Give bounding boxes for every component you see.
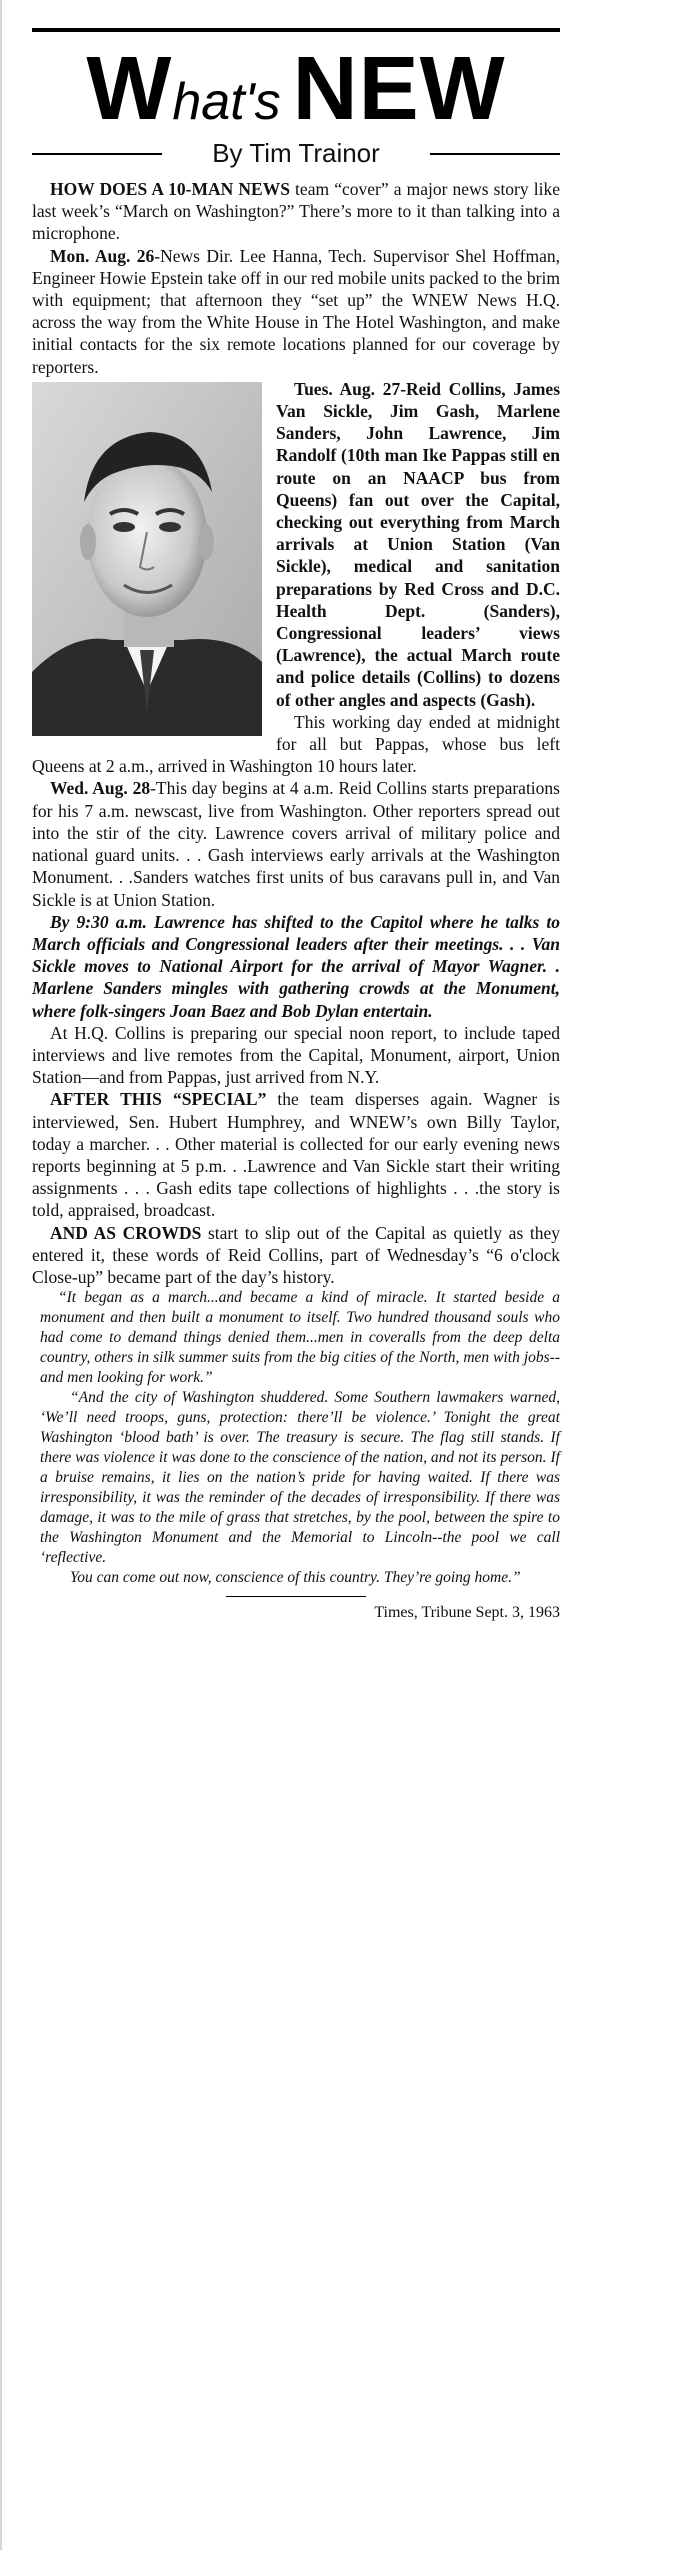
intro-paragraph — [32, 178, 560, 245]
quote-paragraph-1: “It began as a march...and became a kind of miracle. It started beside a monument and then built a monument to itself. Two hundred thousand souls who had come to demand things denied them...men in coveralls from the deep delta country, others in silk summer suits from the big cities of the North, men with jobs--and men looking for work.” — [40, 1289, 560, 1387]
masthead — [32, 36, 560, 139]
crowds-lead: AND AS CROWDS — [50, 1222, 202, 1243]
special-paragraph — [32, 1088, 560, 1221]
byline-rule-left — [32, 153, 162, 155]
tuesday-paragraph: Tues. Aug. 27-Reid Collins, James Van Sickle, Jim Gash, Marlene Sanders, John Lawrence, Jim Randolf (10th man Ike Pappas still en route on an NAACP bus from Queens) fan out over the Capital, checking out everything from March arrivals at Union Station (Van Sickle), medical and sanitation preparations by Red Cross and D.C. Health Dept. (Sanders), Congressional leaders’ views (Lawrence), the actual March route and police details (Collins) to dozens of other angles and aspects (Gash). — [276, 378, 560, 710]
wednesday-lead: Wed. Aug. 28 — [50, 778, 151, 799]
workday-paragraph: This working day ended at midnight for all but Pappas, whose bus left Queens at 2 a.m., arrived in Washington 10 hours later. — [32, 711, 560, 777]
portrait-image — [32, 382, 262, 736]
byline-rule-right — [430, 153, 560, 155]
top-rule — [32, 28, 560, 32]
hq-paragraph: At H.Q. Collins is preparing our special noon report, to include taped interviews and live remotes from the Capital, Monument, airport, Union Station—and from Pappas, just arrived from N.Y. — [32, 1022, 560, 1088]
crowds-paragraph — [32, 1222, 560, 1289]
monday-lead: Mon. Aug. 26 — [50, 245, 155, 266]
intro-lead: HOW DOES A 10-MAN NEWS — [50, 179, 290, 199]
quote-paragraph-2: “And the city of Washington shuddered. Some Southern lawmakers warned, ‘We’ll need troops, guns, protection: there’ll be violence.’ Tonight the great Washington ‘blood bath’ is over. The treasury is secure. The flag still stands. If there was violence it was done to the conscience of the nation, and not its person. If a bruise remains, it lies on the nation’s pride for having waited. If there was irresponsibility, it was the reminder of the decades of irresponsibility. If there was damage, it was to the mile of grass that stretches, by the pool, between the spire to the Washington Monument and the Memorial to Lincoln--the pool we call ‘reflective. — [40, 1389, 560, 1567]
nine-thirty-paragraph: By 9:30 a.m. Lawrence has shifted to the Capitol where he talks to March officials and Congressional leaders after their meetings. . . Van Sickle moves to National Airport for the arrival of Mayor Wagner. . Marlene Sanders mingles with gathering crowds at the Monument, where folk-singers Joan Baez and Bob Dylan entertain. — [32, 911, 560, 1021]
byline-row — [32, 136, 560, 170]
scan-edge — [0, 0, 2, 2550]
end-rule — [226, 1596, 366, 1597]
monday-paragraph — [32, 245, 560, 378]
article-body — [32, 178, 560, 1623]
title-hats: hat's — [172, 73, 281, 131]
wednesday-body: -This day begins at 4 a.m. Reid Collins starts preparations for his 7 a.m. newscast, live from Washington. Other reporters spread out into the stir of the city. Lawrence covers arrival of military police and national guard units. . . Gash interviews early arrivals at the Washington Monument. . .Sanders watches first units of bus caravans pull in, and Van Sickle is at Union Station. — [32, 778, 560, 910]
monday-body: -News Dir. Lee Hanna, Tech. Supervisor Shel Hoffman, Engineer Howie Epstein take off in our red mobile units packed to the brim with equipment; that afternoon they “set up” the WNEW News H.Q. across the way from the White House in The Hotel Washington, and make initial contacts for the six remote locations planned for our coverage by reporters. — [32, 245, 560, 377]
column-title — [32, 39, 560, 139]
intro-body: team “cover” a major news story like last week’s “March on Washington?” There’s more to it than talking into a microphone. — [32, 179, 561, 244]
portrait-photo — [32, 382, 262, 736]
title-new: NEW — [292, 39, 506, 139]
byline: By Tim Trainor — [212, 138, 380, 168]
special-body: the team disperses again. Wagner is interviewed, Sen. Hubert Humphrey, and WNEW’s own Billy Taylor, today a marcher. . . Other material is collected for our early evening news reports beginning at 5 p.m. . .Lawrence and Van Sickle start their writing assignments . . . Gash edits tape collections of highlights . . .the story is told, appraised, broadcast. — [32, 1089, 560, 1221]
wednesday-paragraph — [32, 777, 560, 910]
title-w: W — [86, 39, 173, 139]
crowds-body: start to slip out of the Capital as quietly as they entered it, these words of Reid Collins, part of Wednesday’s “6 o'clock Close-up” became part of the day’s history. — [32, 1222, 561, 1287]
source-credit: Times, Tribune Sept. 3, 1963 — [374, 1604, 560, 1622]
quote-paragraph-3: You can come out now, conscience of this country. They’re going home.” — [70, 1569, 521, 1587]
special-lead: AFTER THIS “SPECIAL” — [50, 1089, 267, 1110]
